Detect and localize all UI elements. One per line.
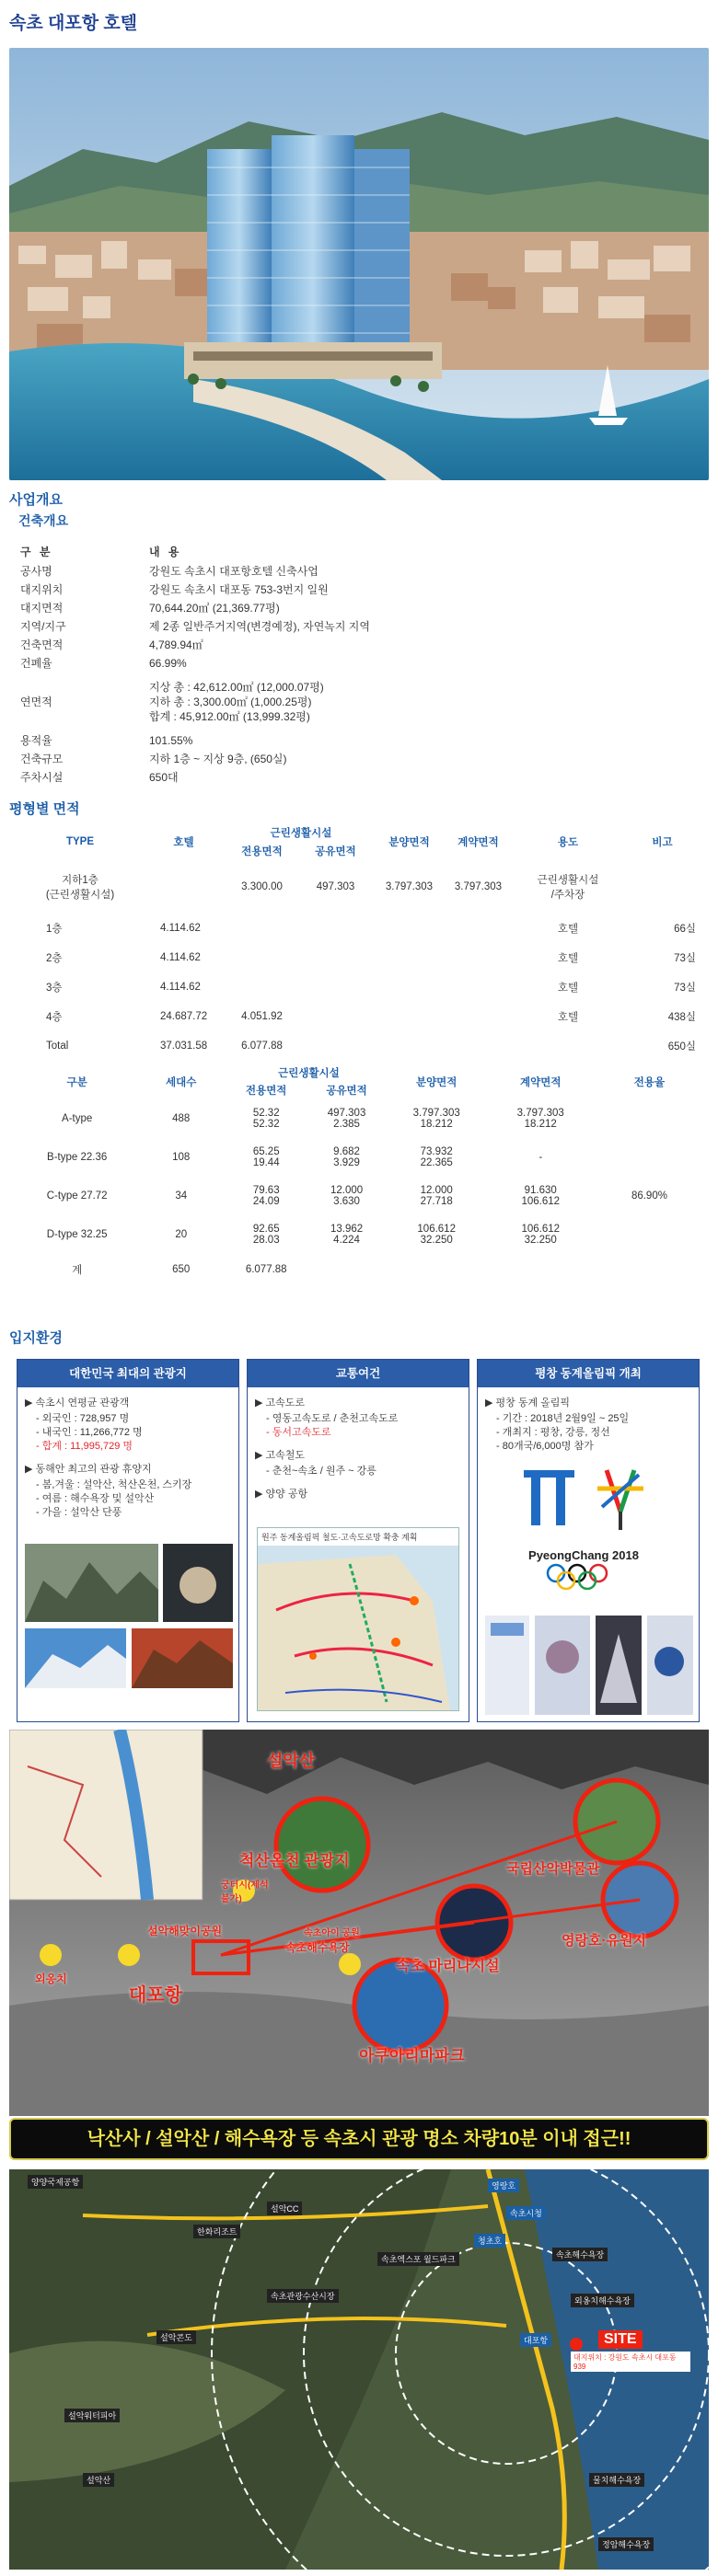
overview-key: 연면적 (20, 696, 52, 708)
t2-cell-type: A-type (62, 1113, 93, 1124)
olympics-logo (505, 1443, 662, 1594)
tourism-bullet-visitors: ▶ 속초시 연평균 관광객 (25, 1397, 130, 1409)
t2-cell-line: 52.32 (252, 1108, 280, 1119)
t2-header-sale: 분양면적 (415, 1077, 457, 1088)
t2-cell-line: 13.962 (330, 1224, 364, 1235)
t2-cell-comm (304, 1099, 389, 1138)
table-row (20, 1002, 701, 1031)
map-label-yeongrangho: 영랑호 (488, 2179, 519, 2192)
map-label-seorak-condo: 설악콘도 (156, 2330, 196, 2344)
t2-cell-type: D-type 32.25 (46, 1229, 108, 1240)
map-label-hanwha: 한화리조트 (193, 2225, 240, 2238)
t1-header-exclusive: 전용면적 (241, 846, 283, 857)
t2-header-exclusive: 전용면적 (245, 1086, 287, 1097)
section-title-area: 평형별 면적 (9, 801, 80, 817)
table-row (20, 1099, 701, 1138)
table-row (20, 914, 701, 943)
overview-header (20, 541, 573, 562)
overview-value-line: 지하 총 : 3,300.00㎡ (1,000.25평) (149, 696, 312, 708)
t1-cell-contract (444, 914, 513, 943)
t1-cell-excl: 4.051.92 (241, 1011, 283, 1022)
t2-cell-sale (389, 1138, 484, 1177)
t2-cell-line: 65.25 (252, 1146, 280, 1157)
t2-cell-line: 3.929 (333, 1157, 360, 1168)
overview-row (20, 654, 573, 673)
t2-total-units: 650 (172, 1264, 191, 1275)
overview-key: 건축규모 (20, 753, 64, 765)
t2-cell-line: 106.612 (521, 1196, 561, 1207)
location-olympics-box (477, 1359, 700, 1722)
t2-cell-line: 28.03 (252, 1235, 280, 1246)
t2-cell-excl (228, 1138, 304, 1177)
overview-value (149, 770, 573, 785)
site-address: 대지위치 : 강원도 속초시 대포동 939 (571, 2352, 690, 2372)
map-label-sokcho-beach: 속초해수욕장 (552, 2248, 608, 2261)
label-mountain-museum: 국립산악박물관 (506, 1861, 600, 1877)
t1-cell-excl (227, 943, 296, 972)
t1-cell-use: 근린생활시설 /주차장 (537, 875, 599, 901)
t2-cell-line: 18.212 (420, 1119, 453, 1130)
t1-cell-hotel: 4.114.62 (160, 982, 201, 993)
t2-cell-line: 3.797.303 (516, 1108, 564, 1119)
t2-cell-comm (304, 1177, 389, 1215)
access-banner: 낙산사 / 설악산 / 해수욕장 등 속초시 관광 명소 차량10분 이내 접근!! (9, 2118, 709, 2160)
t1-cell-contract (444, 972, 513, 1002)
map-label-expo: 속초엑스포 월드파크 (377, 2252, 459, 2266)
label-marina: 속초 마리나시설 (396, 1959, 500, 1974)
t2-total-empty (389, 1254, 484, 1285)
overview-value-line: 지하 1층 ~ 지상 9층, (650실) (149, 753, 287, 765)
t2-cell-line: 52.32 (252, 1119, 280, 1130)
t1-cell-type: 2층 (46, 953, 63, 964)
t2-body (20, 1099, 701, 1285)
tourism-photos (25, 1544, 233, 1719)
table-row (20, 972, 701, 1002)
label-yeongrang: 영랑호·유원지 (562, 1933, 646, 1949)
table-row-total (20, 1254, 701, 1285)
olympics-photos (485, 1616, 693, 1717)
olympics-bullet: ▶ 평창 동계 올림픽 (485, 1397, 571, 1409)
t2-cell-contract (484, 1099, 597, 1138)
t2-cell-line: 18.212 (524, 1119, 557, 1130)
t1-header-hotel: 호텔 (173, 837, 194, 848)
site-marker: SITE (598, 2330, 643, 2349)
t1-cell-use (513, 1031, 623, 1061)
map-label-market: 속초관광수산시장 (267, 2289, 339, 2303)
overview-value (149, 582, 573, 597)
t1-cell-excl (227, 914, 296, 943)
t1-cell-type: Total (46, 1041, 69, 1052)
transport-map-graphic (258, 1546, 459, 1711)
area-table-by-type (20, 1064, 701, 1285)
overview-value-line: 66.99% (149, 657, 187, 670)
overview-value (149, 680, 573, 724)
hotel-rendering-image (9, 48, 709, 480)
overview-key: 대지위치 (20, 583, 64, 596)
overview-key: 지역/지구 (20, 620, 66, 633)
tourism-spring-winter: - 봄,겨울 : 설악산, 척산온천, 스키장 (36, 1479, 192, 1490)
t1-cell-use: 호텔 (557, 1012, 579, 1023)
olympics-logo-text: PyeongChang 2018 (528, 1548, 639, 1562)
map-label-waterpia: 설악워터피아 (64, 2409, 120, 2422)
t1-cell-contract: 3.797.303 (454, 881, 503, 892)
overview-header-key: 구 분 (20, 546, 53, 558)
t2-cell-line: 9.682 (333, 1146, 360, 1157)
overview-header-value: 내 용 (149, 546, 182, 558)
t2-total-type: 계 (72, 1265, 83, 1276)
overview-row (20, 617, 573, 636)
label-sokcho-eye: 속초아이 공원 (304, 1928, 360, 1938)
hotel-illustration (9, 48, 709, 480)
t2-cell-ratio (597, 1099, 701, 1138)
t1-cell-comm (296, 914, 375, 943)
olympics-venues: - 개최지 : 평창, 강릉, 정선 (496, 1427, 610, 1438)
overview-key: 건폐율 (20, 657, 52, 670)
overview-row (20, 750, 573, 768)
overview-value-line: 70,644.20㎡ (21,369.77평) (149, 602, 280, 615)
transport-rail: - 춘천~속초 / 원주 ~ 강릉 (266, 1466, 376, 1477)
t1-cell-hotel (140, 860, 227, 914)
t2-cell-type: C-type 27.72 (46, 1190, 108, 1202)
t2-cell-sale (389, 1099, 484, 1138)
t2-header-common: 공유면적 (326, 1086, 367, 1097)
t1-cell-sale: 3.797.303 (385, 881, 434, 892)
t2-cell-sale (389, 1177, 484, 1215)
t1-cell-note: 73실 (674, 953, 696, 964)
section-title-building: 건축개요 (18, 513, 69, 528)
t2-header-type: 구분 (66, 1077, 87, 1088)
tourism-autumn: - 가을 : 설악산 단풍 (36, 1507, 122, 1518)
t1-cell-type: 3층 (46, 983, 63, 994)
t2-total-empty (304, 1254, 389, 1285)
map-label-cheongchoho: 청초호 (474, 2234, 505, 2248)
t2-cell-line: - (538, 1152, 543, 1163)
label-seorak: 설악산 (267, 1752, 316, 1770)
transport-bullet-rail: ▶ 고속철도 (255, 1450, 306, 1461)
tourism-domestic: - 내국인 : 11,266,772 명 (36, 1427, 143, 1438)
overview-value-line: 제 2종 일반주거지역(변경예정), 자연녹지 지역 (149, 620, 370, 633)
overview-value (149, 619, 573, 634)
map-label-seoraksan: 설악산 (83, 2473, 114, 2487)
t2-cell-line: 32.250 (420, 1235, 453, 1246)
section-title-business: 사업개요 (9, 492, 63, 508)
table-row (20, 860, 701, 914)
page-title: 속초 대포항 호텔 (9, 14, 138, 33)
map-label-seorak-cc: 설악CC (267, 2202, 302, 2215)
olympics-period: - 기간 : 2018년 2월9일 ~ 25일 (496, 1413, 630, 1424)
t1-cell-note: 66실 (674, 924, 696, 935)
t1-cell-note: 650실 (667, 1041, 696, 1052)
olympic-rings-icon (505, 1562, 662, 1590)
overview-value (149, 601, 573, 615)
overview-value (149, 638, 573, 652)
area-table-by-floor (20, 823, 701, 1061)
overview-value-line: 합계 : 45,912.00㎡ (13,999.32평) (149, 710, 310, 723)
map-label-oeongchi-beach: 외옹치해수욕장 (571, 2294, 634, 2307)
overview-row (20, 768, 573, 787)
overview-value-line: 650대 (149, 771, 179, 784)
site-aerial-map (9, 2169, 709, 2570)
overview-value-line: 4,789.94㎡ (149, 638, 203, 651)
map-label-cityhall: 속초시청 (506, 2206, 546, 2220)
t1-cell-hotel: 4.114.62 (160, 923, 201, 934)
t2-cell-line: 22.365 (420, 1157, 453, 1168)
map-label-mulchi-beach: 물치해수욕장 (589, 2473, 644, 2487)
overview-value (149, 733, 573, 748)
t2-cell-line: 79.63 (252, 1185, 280, 1196)
t1-cell-type: 1층 (46, 924, 63, 935)
t1-cell-type: 지하1층 (근린생활시설) (45, 875, 115, 901)
t2-cell-line: 106.612 (521, 1224, 561, 1235)
t1-header-note: 비고 (652, 837, 673, 848)
overview-key: 공사명 (20, 565, 52, 578)
transport-bullet-airport: ▶ 양양 공항 (255, 1489, 308, 1500)
location-tourism-box (17, 1359, 239, 1722)
label-aqua: 아쿠아리마파크 (359, 2047, 465, 2064)
t1-header-common: 공유면적 (315, 846, 356, 857)
overview-row (20, 678, 573, 726)
t1-cell-contract (444, 1031, 513, 1061)
location-transport-box (247, 1359, 469, 1722)
label-oeongchi: 외옹치 (35, 1972, 67, 1985)
tourism-foreign: - 외국인 : 728,957 명 (36, 1413, 130, 1424)
t2-cell-line: 12.000 (330, 1185, 364, 1196)
overview-row (20, 636, 573, 654)
section-title-location: 입지환경 (9, 1330, 63, 1346)
transport-map-caption: 원주 동계올림픽 철도·고속도로망 확충 계획 (258, 1528, 458, 1546)
t1-cell-sale (375, 1031, 444, 1061)
t1-cell-use: 호텔 (557, 983, 579, 994)
t2-cell-ratio (597, 1138, 701, 1177)
overview-value (149, 656, 573, 671)
overview-key: 주차시설 (20, 771, 64, 784)
overview-key: 용적율 (20, 734, 52, 747)
t1-cell-contract (444, 943, 513, 972)
t1-cell-use: 호텔 (557, 953, 579, 964)
t2-header-ratio: 전용율 (633, 1077, 666, 1088)
transport-box-title: 교통여건 (248, 1360, 469, 1387)
transport-network-map (257, 1527, 459, 1711)
t1-cell-excl (227, 972, 296, 1002)
t1-cell-comm (296, 1002, 375, 1031)
t1-cell-comm: 497.303 (316, 881, 355, 892)
table-row (20, 1177, 701, 1215)
t2-total-empty (597, 1254, 701, 1285)
olympics-participants: - 80개국/6,000명 참가 (496, 1441, 594, 1452)
t1-header-use: 용도 (557, 837, 579, 848)
table-row (20, 1031, 701, 1061)
t1-cell-sale (375, 972, 444, 1002)
map-label-jeongam-beach: 정암해수욕장 (598, 2537, 654, 2551)
tourism-summer: - 여름 : 해수욕장 및 설악산 (36, 1493, 155, 1504)
t2-cell-units: 108 (172, 1152, 191, 1163)
overview-value-line: 지상 총 : 42,612.00㎡ (12,000.07평) (149, 681, 324, 694)
t1-header-contract: 계약면적 (457, 837, 499, 848)
t2-header-contract: 계약면적 (520, 1077, 562, 1088)
t2-cell-excl (228, 1177, 304, 1215)
t2-cell-units: 34 (175, 1190, 188, 1202)
table-row (20, 1215, 701, 1254)
table-row (20, 1138, 701, 1177)
t2-cell-line: 24.09 (252, 1196, 280, 1207)
overview-row (20, 599, 573, 617)
t1-cell-sale (375, 943, 444, 972)
t1-cell-comm (296, 972, 375, 1002)
t1-cell-comm (296, 1031, 375, 1061)
t1-header-group: 근린생활시설 (270, 828, 332, 839)
t2-cell-contract (484, 1215, 597, 1254)
label-hotspring: 척산온천 관광지 (239, 1852, 350, 1869)
t2-cell-line: 106.612 (417, 1224, 456, 1235)
table-row (20, 943, 701, 972)
t2-cell-sale (389, 1215, 484, 1254)
t2-cell-line: 4.224 (333, 1235, 360, 1246)
t2-cell-excl (228, 1099, 304, 1138)
label-daepo: 대포항 (129, 1985, 182, 2006)
t2-cell-line: 12.000 (420, 1185, 453, 1196)
overview-value-line: 101.55% (149, 734, 193, 747)
t1-cell-note: 73실 (674, 983, 696, 994)
t2-cell-line: 3.797.303 (412, 1108, 460, 1119)
t2-cell-comm (304, 1215, 389, 1254)
t2-cell-line: 92.65 (252, 1224, 280, 1235)
t1-cell-use: 호텔 (557, 924, 579, 935)
t2-cell-contract (484, 1177, 597, 1215)
t1-cell-note: 438실 (667, 1012, 696, 1023)
overview-row (20, 581, 573, 599)
overview-key: 건축면적 (20, 638, 64, 651)
t1-cell-type: 4층 (46, 1012, 63, 1023)
t2-cell-line: 2.385 (333, 1119, 360, 1130)
t2-cell-comm (304, 1138, 389, 1177)
map-label-daepo: 대포항 (520, 2333, 551, 2347)
t2-cell-line: 3.630 (333, 1196, 360, 1207)
tourism-total: - 합계 : 11,995,729 명 (36, 1441, 133, 1452)
t1-cell-comm (296, 943, 375, 972)
t2-total-excl: 6.077.88 (245, 1264, 287, 1275)
overview-value (149, 752, 573, 766)
t2-cell-units: 488 (172, 1113, 191, 1124)
t2-cell-units: 20 (175, 1229, 188, 1240)
label-gyeong: 궁터시(제석불가) (221, 1880, 269, 1904)
t1-cell-sale (375, 914, 444, 943)
t1-cell-contract (444, 1002, 513, 1031)
transport-highway-1: - 영동고속도로 / 춘천고속도로 (266, 1413, 399, 1424)
t1-body (20, 860, 701, 1061)
tourism-box-title: 대한민국 최대의 관광지 (17, 1360, 238, 1387)
building-overview (20, 541, 573, 787)
overview-value-line: 강원도 속초시 대포항호텔 신축사업 (149, 565, 318, 578)
overview-key: 대지면적 (20, 602, 64, 615)
t1-cell-excl: 3.300.00 (241, 881, 283, 892)
t1-cell-hotel: 24.687.72 (160, 1011, 208, 1022)
t2-cell-ratio (597, 1215, 701, 1254)
t2-header-group: 근린생활시설 (278, 1068, 340, 1079)
tourist-attractions-map (9, 1730, 709, 2116)
t2-cell-line: 32.250 (524, 1235, 557, 1246)
t2-cell-line: 497.303 (327, 1108, 366, 1119)
overview-row (20, 731, 573, 750)
t1-cell-hotel: 37.031.58 (160, 1041, 208, 1052)
overview-value-line: 강원도 속초시 대포동 753-3번지 일원 (149, 583, 329, 596)
map-label-airport: 양양국제공항 (28, 2175, 83, 2189)
t2-cell-line: 19.44 (252, 1157, 280, 1168)
t1-cell-note (623, 860, 701, 914)
t2-cell-line: 73.932 (420, 1146, 453, 1157)
label-sunrise-park: 설악해맞이공원 (147, 1925, 223, 1938)
olympics-box-title: 평창 동계올림픽 개최 (478, 1360, 699, 1387)
transport-bullet-highway: ▶ 고속도로 (255, 1397, 306, 1409)
t2-cell-line: 27.718 (420, 1196, 453, 1207)
t2-cell-line: 91.630 (524, 1185, 557, 1196)
olympics-emblem-icon (505, 1443, 662, 1553)
overview-value (149, 564, 573, 579)
label-beach: 속초해수욕장 (285, 1941, 350, 1954)
t2-cell-ratio: 86.90% (631, 1190, 667, 1202)
t2-cell-type: B-type 22.36 (47, 1152, 108, 1163)
t2-cell-contract (484, 1138, 597, 1177)
tourism-bullet-resort: ▶ 동해안 최고의 관광 휴양지 (25, 1464, 152, 1475)
transport-highway-2: - 동서고속도로 (266, 1427, 331, 1438)
t2-header-units: 세대수 (166, 1077, 197, 1088)
t1-cell-hotel: 4.114.62 (160, 952, 201, 963)
t1-cell-sale (375, 1002, 444, 1031)
overview-rows (20, 562, 573, 787)
t1-header-type: TYPE (65, 836, 95, 847)
t2-cell-excl (228, 1215, 304, 1254)
overview-row (20, 562, 573, 581)
t1-cell-excl: 6.077.88 (241, 1041, 283, 1052)
t2-total-empty (484, 1254, 597, 1285)
t1-header-sale: 분양면적 (388, 837, 430, 848)
